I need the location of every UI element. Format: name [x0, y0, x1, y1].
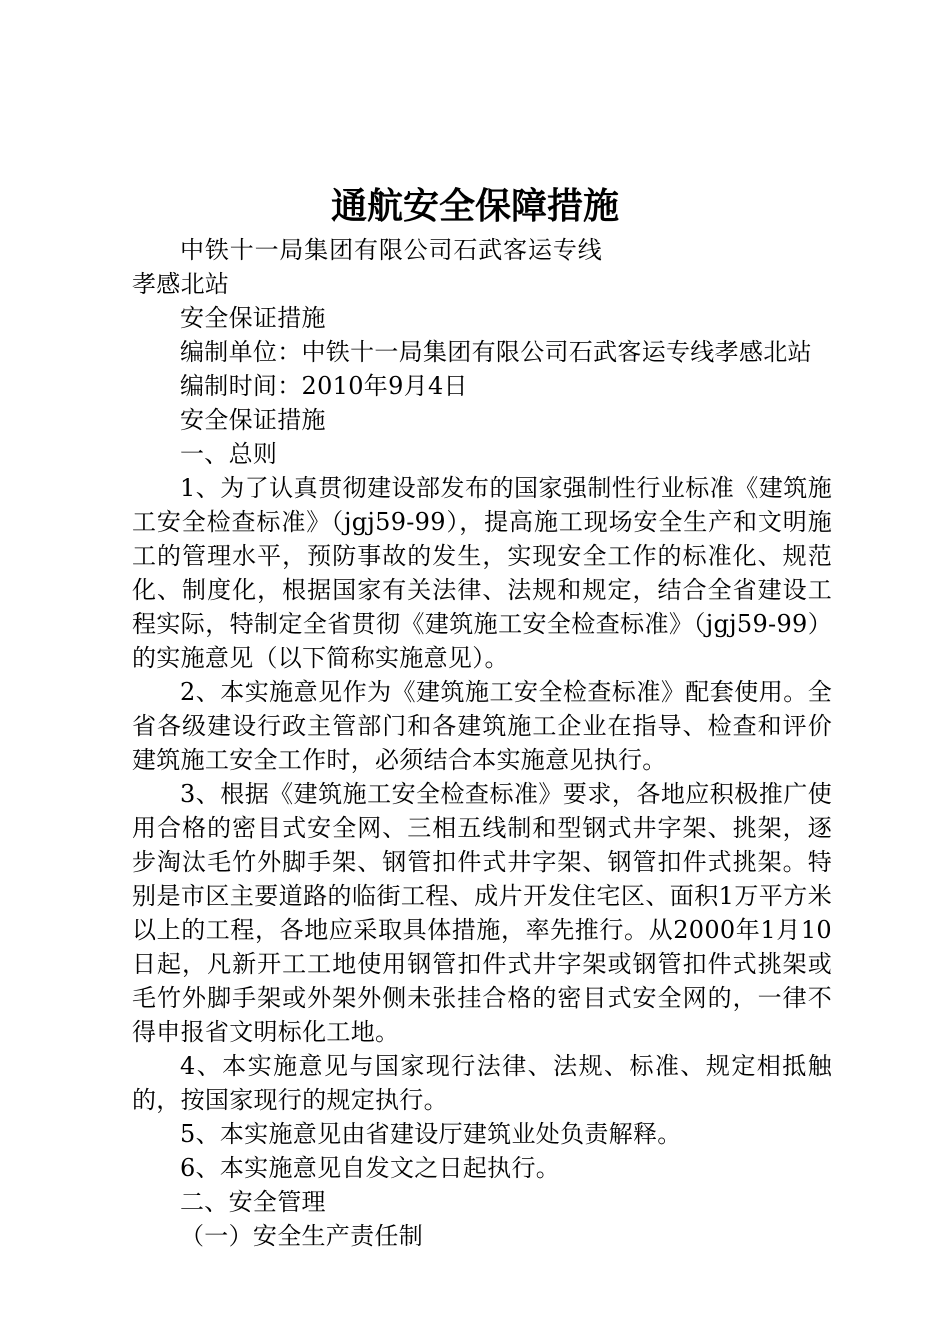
paragraph-compiling-date: 编制时间：2010年9月4日 — [180, 372, 468, 400]
section-heading-safety-management: 二、安全管理 — [180, 1188, 326, 1216]
paragraph-clause-3: 3、根据《建筑施工安全检查标准》要求，各地应积极推广使用合格的密目式安全网、三相五线制和型钢式井字架、挑架，逐步淘汰毛竹外脚手架、钢管扣件式井字架、钢管扣件式挑架。特别是市区主要道路的临街工程、成片开发住宅区、面积1万平方米以上的工程，各地应采取具体措施，率先推行。从2000年1月10日起，凡新开工工地使用钢管扣件式井字架或钢管扣件式挑架或毛竹外脚手架或外架外侧未张挂合格的密目式安全网的，一律不得申报省文明标化工地。 — [132, 780, 832, 1046]
paragraph-clause-6: 6、本实施意见自发文之日起执行。 — [180, 1154, 561, 1182]
paragraph-clause-5: 5、本实施意见由省建设厅建筑业处负责解释。 — [180, 1120, 682, 1148]
document-body — [132, 233, 832, 1253]
paragraph-compiling-unit: 编制单位：中铁十一局集团有限公司石武客运专线孝感北站 — [180, 338, 812, 366]
paragraph-doc-subject: 安全保证措施 — [180, 304, 326, 332]
document-title: 通航安全保障措施 — [330, 186, 619, 227]
subsection-heading-responsibility-system: （一）安全生产责任制 — [180, 1222, 423, 1250]
paragraph-project-name: 中铁十一局集团有限公司石武客运专线孝感北站 — [132, 236, 602, 298]
section-heading-general: 一、总则 — [180, 440, 278, 468]
paragraph-clause-4: 4、本实施意见与国家现行法律、法规、标准、规定相抵触的，按国家现行的规定执行。 — [132, 1052, 832, 1114]
paragraph-clause-1: 1、为了认真贯彻建设部发布的国家强制性行业标准《建筑施工安全检查标准》（jgj59-99），提高施工现场安全生产和文明施工的管理水平，预防事故的发生，实现安全工作的标准化、规范化、制度化，根据国家有关法律、法规和规定，结合全省建设工程实际，特制定全省贯彻《建筑施工安全检查标准》（jgj59-99）的实施意见（以下简称实施意见）。 — [132, 474, 832, 672]
paragraph-clause-2: 2、本实施意见作为《建筑施工安全检查标准》配套使用。全省各级建设行政主管部门和各建筑施工企业在指导、检查和评价建筑施工安全工作时，必须结合本实施意见执行。 — [132, 678, 832, 774]
paragraph-doc-subject-repeat: 安全保证措施 — [180, 406, 326, 434]
